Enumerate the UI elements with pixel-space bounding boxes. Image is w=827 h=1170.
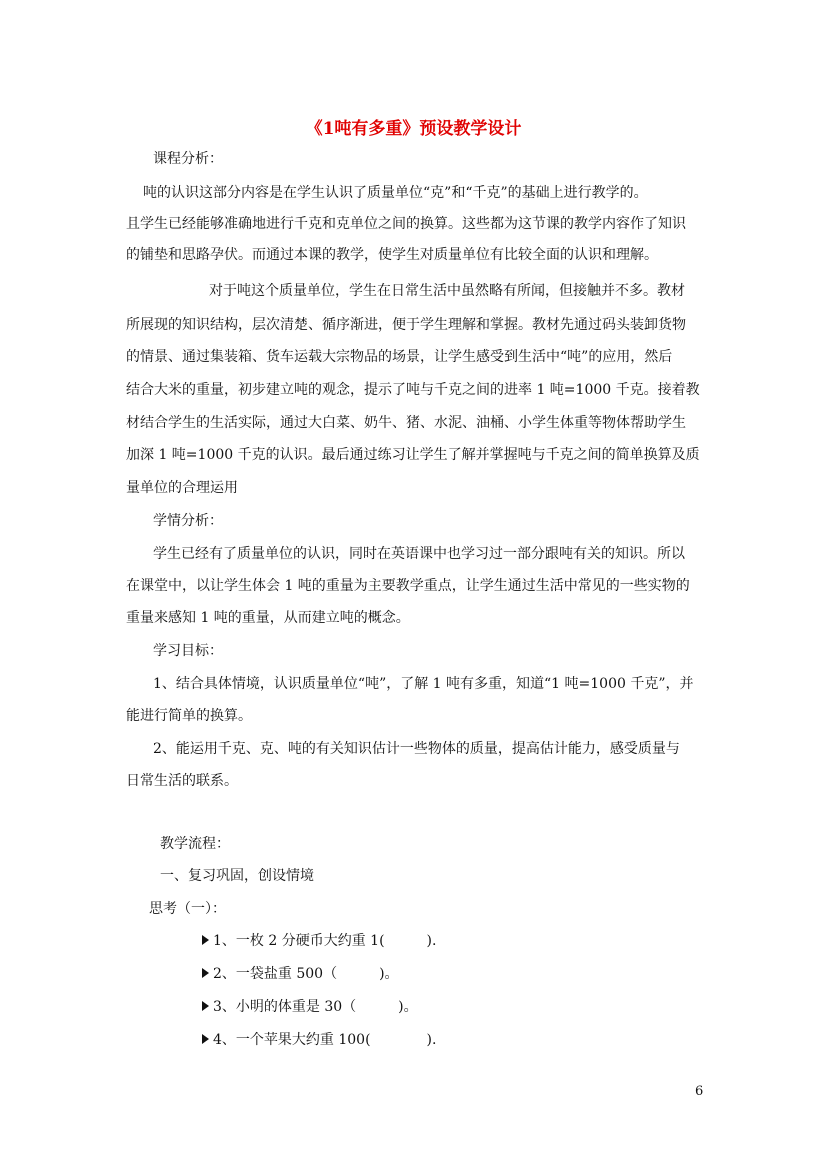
paragraph-line: 学生已经有了质量单位的认识，同时在英语课中也学习过一部分跟吨有关的知识。所以: [153, 546, 685, 562]
paragraph-line: 的情景、通过集装箱、货车运载大宗物品的场景，让学生感受到生活中“吨”的应用，然后: [126, 349, 673, 365]
learning-goals-heading: 学习目标：: [153, 643, 223, 659]
question-item: [202, 932, 436, 950]
paragraph-line: 加深 1 吨=1000 千克的认识。最后通过练习让学生了解并掌握吨与千克之间的简单换算及质: [126, 447, 700, 463]
goal-line: 能进行简单的换算。: [126, 708, 252, 724]
teaching-flow-heading: 教学流程：: [160, 836, 230, 852]
question-item: [202, 998, 418, 1016]
paragraph-line: 的铺垫和思路孕伏。而通过本课的教学，使学生对质量单位有比较全面的认识和理解。: [126, 247, 658, 263]
goal-line: 2、能运用千克、克、吨的有关知识估计一些物体的质量，提高估计能力，感受质量与: [153, 741, 680, 757]
question-text: 1、一枚 2 分硬币大约重 1( ).: [213, 933, 437, 949]
paragraph-line: 且学生已经能够准确地进行千克和克单位之间的换算。这些都为这节课的教学内容作了知识: [126, 216, 686, 232]
triangle-bullet-icon: [202, 1034, 209, 1044]
paragraph-line: 结合大米的重量，初步建立吨的观念，提示了吨与千克之间的进率 1 吨=1000 千克。接着教: [126, 382, 700, 398]
document-title: 《1吨有多重》预设教学设计: [305, 119, 522, 139]
question-item: [202, 965, 399, 983]
question-item: [202, 1031, 436, 1049]
goal-line: 日常生活的联系。: [126, 773, 238, 789]
paragraph-line: 量单位的合理运用: [126, 480, 238, 496]
paragraph-line: 在课堂中，以让学生体会 1 吨的重量为主要教学重点，让学生通过生活中常见的一些实物的: [126, 578, 690, 594]
triangle-bullet-icon: [202, 935, 209, 945]
learning-analysis-heading: 学情分析：: [153, 513, 223, 529]
goal-line: 1、结合具体情境，认识质量单位“吨”，了解 1 吨有多重，知道“1 吨=1000 千克”，并: [153, 676, 694, 692]
triangle-bullet-icon: [202, 1001, 209, 1011]
question-text: 2、一袋盐重 500（ )。: [213, 966, 399, 982]
paragraph-line: 重量来感知 1 吨的重量，从而建立吨的概念。: [126, 610, 410, 626]
paragraph-line: 材结合学生的生活实际，通过大白菜、奶牛、猪、水泥、油桶、小学生体重等物体帮助学生: [126, 415, 686, 431]
question-text: 3、小明的体重是 30（ )。: [213, 999, 418, 1015]
question-text: 4、一个苹果大约重 100( ).: [213, 1032, 437, 1048]
paragraph-line: 所展现的知识结构，层次清楚、循序渐进，便于学生理解和掌握。教材先通过码头装卸货物: [126, 317, 686, 333]
paragraph-line: 对于吨这个质量单位，学生在日常生活中虽然略有所闻，但接触并不多。教材: [209, 283, 685, 299]
triangle-bullet-icon: [202, 968, 209, 978]
course-analysis-heading: 课程分析：: [153, 151, 223, 167]
page-number: 6: [695, 1084, 704, 1099]
paragraph-line: 吨的认识这部分内容是在学生认识了质量单位“克”和“千克”的基础上进行教学的。: [143, 185, 648, 201]
think-heading: 思考（一）：: [149, 901, 226, 917]
section-heading: 一、复习巩固，创设情境: [160, 868, 314, 884]
